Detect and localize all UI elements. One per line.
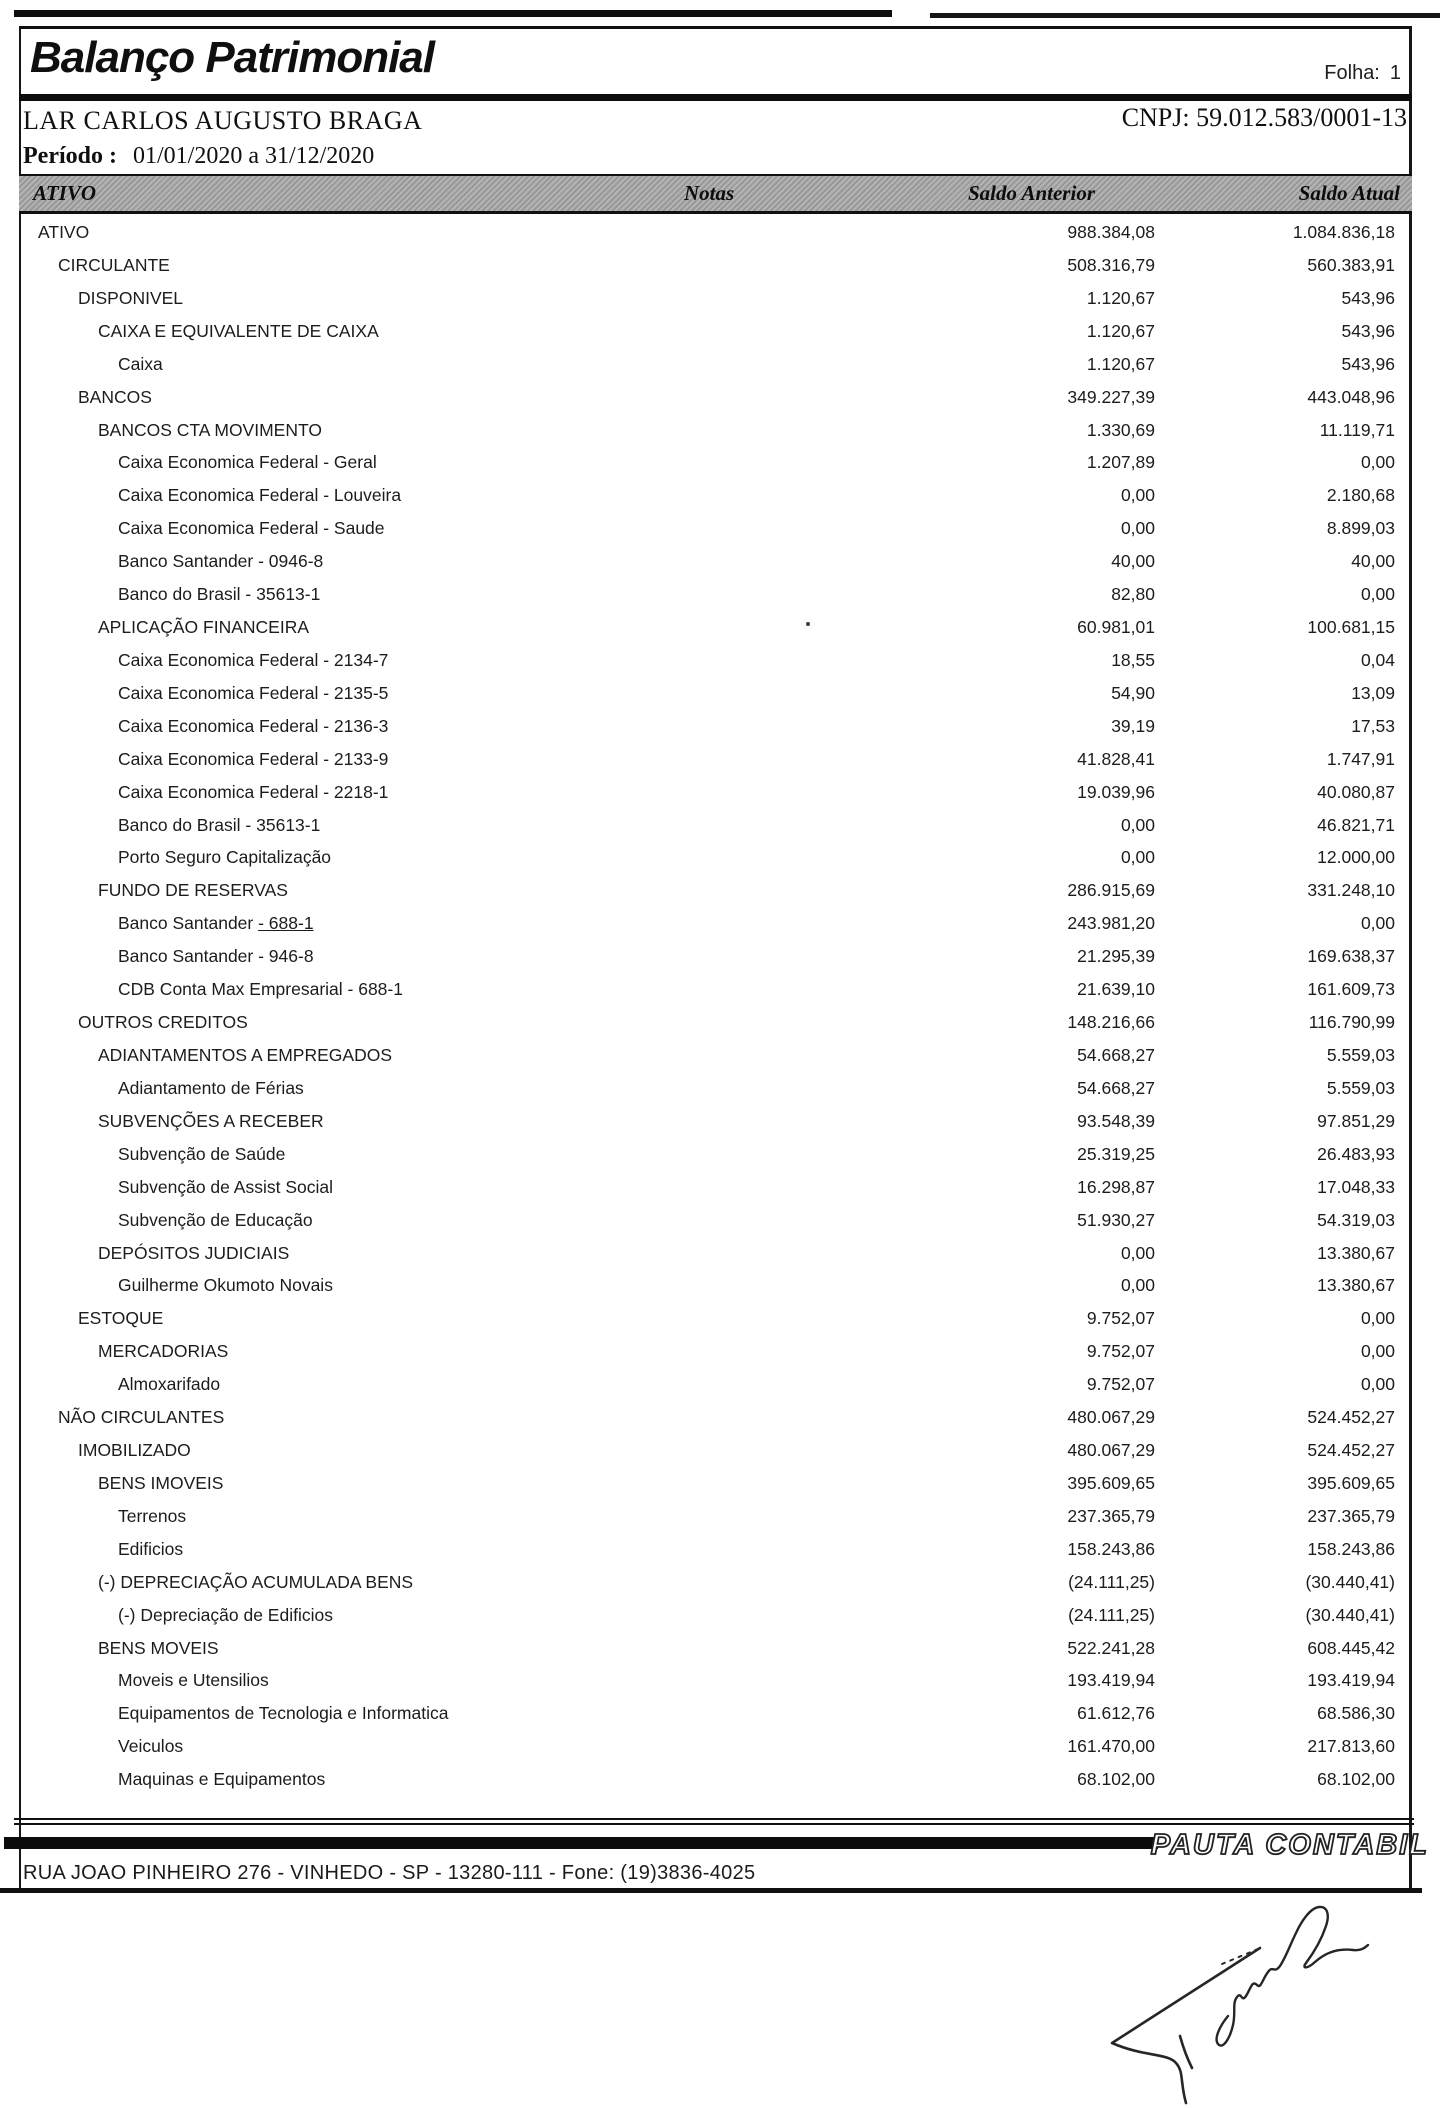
table-rows [19,216,1412,1806]
row-label: CIRCULANTE [58,255,170,275]
row-label: Subvenção de Assist Social [118,1177,333,1197]
period-row [23,143,374,170]
saldo-anterior-value: 16.298,87 [1077,1177,1155,1197]
row-label: Subvenção de Educação [118,1210,313,1230]
row-label: Banco do Brasil - 35613-1 [118,584,321,604]
table-row [19,315,1412,348]
row-label: ADIANTAMENTOS A EMPREGADOS [98,1045,392,1065]
saldo-anterior-value: 0,00 [1120,847,1155,867]
row-label: Caixa Economica Federal - 2218-1 [118,782,389,802]
saldo-atual-value: 1.747,91 [1326,749,1395,769]
table-row [19,282,1412,315]
saldo-anterior-value: 9.752,07 [1086,1374,1155,1394]
sheet-number-value: 1 [1389,62,1401,84]
row-label: Moveis e Utensilios [118,1670,269,1690]
table-row [19,1434,1412,1467]
table-row [19,1664,1412,1697]
saldo-anterior-value: 508.316,79 [1067,255,1155,275]
saldo-atual-value: 608.445,42 [1307,1638,1395,1658]
column-header-saldo-atual: Saldo Atual [1298,181,1400,205]
saldo-atual-value: 13,09 [1351,683,1395,703]
table-row [19,1401,1412,1434]
row-label: BENS MOVEIS [98,1638,219,1658]
saldo-anterior-value: 0,00 [1120,485,1155,505]
saldo-anterior-value: 9.752,07 [1086,1341,1155,1361]
row-label: OUTROS CREDITOS [78,1012,248,1032]
saldo-atual-value: (30.440,41) [1305,1605,1395,1625]
row-label: Caixa Economica Federal - 2134-7 [118,650,389,670]
row-label: FUNDO DE RESERVAS [98,880,288,900]
row-label: Subvenção de Saúde [118,1144,286,1164]
saldo-anterior-value: 286.915,69 [1067,880,1155,900]
row-label: BANCOS [78,387,152,407]
table-row [19,479,1412,512]
sheet-number [1324,62,1401,85]
row-label: Banco Santander - 688-1 [118,913,314,933]
saldo-anterior-value: (24.111,25) [1068,1572,1155,1592]
table-row [19,644,1412,677]
saldo-atual-value: 17,53 [1351,716,1395,736]
saldo-atual-value: 17.048,33 [1317,1177,1395,1197]
saldo-atual-value: 0,00 [1360,1341,1395,1361]
saldo-atual-value: 0,00 [1360,913,1395,933]
table-row [19,1105,1412,1138]
saldo-anterior-value: 9.752,07 [1086,1308,1155,1328]
table-row [19,545,1412,578]
table-row [19,710,1412,743]
table-row [19,1500,1412,1533]
saldo-atual-value: 5.559,03 [1326,1078,1395,1098]
page-title: Balanço Patrimonial [30,33,435,82]
saldo-atual-value: 560.383,91 [1307,255,1395,275]
saldo-anterior-value: 39,19 [1111,716,1155,736]
table-bottom-rule [14,1818,1414,1820]
saldo-atual-value: 0,00 [1360,452,1395,472]
footer-thick-bar [4,1837,1158,1849]
table-row [19,1006,1412,1039]
table-row [19,1533,1412,1566]
table-row [19,1697,1412,1730]
saldo-atual-value: 100.681,15 [1307,617,1395,637]
table-row [19,1763,1412,1796]
table-row [19,907,1412,940]
saldo-atual-value: 331.248,10 [1307,880,1395,900]
row-label: Banco do Brasil - 35613-1 [118,815,321,835]
row-label: ATIVO [38,222,90,242]
row-label: Caixa Economica Federal - Louveira [118,485,402,505]
saldo-atual-value: 543,96 [1341,288,1395,308]
saldo-anterior-value: 0,00 [1120,815,1155,835]
saldo-atual-value: 97.851,29 [1317,1111,1395,1131]
saldo-atual-value: 26.483,93 [1317,1144,1395,1164]
row-label: Caixa Economica Federal - Geral [118,452,377,472]
row-label: IMOBILIZADO [78,1440,191,1460]
saldo-atual-value: 237.365,79 [1307,1506,1395,1526]
company-cnpj: CNPJ: 59.012.583/0001-13 [1121,103,1407,132]
saldo-atual-value: 11.119,71 [1319,420,1395,440]
row-label: SUBVENÇÕES A RECEBER [98,1111,324,1131]
saldo-anterior-value: 0,00 [1120,518,1155,538]
table-row [19,1368,1412,1401]
row-label: Maquinas e Equipamentos [118,1769,326,1789]
saldo-atual-value: 2.180,68 [1326,485,1395,505]
table-row [19,874,1412,907]
table-row [19,1269,1412,1302]
saldo-anterior-value: 61.612,76 [1077,1703,1155,1723]
column-header-ativo: ATIVO [33,181,97,205]
saldo-anterior-value: 480.067,29 [1067,1440,1155,1460]
saldo-anterior-value: 1.330,69 [1086,420,1155,440]
table-row [19,940,1412,973]
saldo-anterior-value: (24.111,25) [1068,1605,1155,1625]
row-label: BENS IMOVEIS [98,1473,224,1493]
saldo-atual-value: 0,00 [1360,1374,1395,1394]
table-row [19,1335,1412,1368]
table-row [19,578,1412,611]
saldo-atual-value: 193.419,94 [1307,1670,1395,1690]
row-label: Almoxarifado [118,1374,221,1394]
table-row [19,216,1412,249]
saldo-anterior-value: 1.120,67 [1086,354,1155,374]
row-label: DISPONIVEL [78,288,184,308]
saldo-anterior-value: 395.609,65 [1067,1473,1155,1493]
saldo-atual-value: 524.452,27 [1307,1440,1395,1460]
saldo-anterior-value: 54.668,27 [1077,1045,1155,1065]
saldo-anterior-value: 243.981,20 [1067,913,1155,933]
row-label: (-) DEPRECIAÇÃO ACUMULADA BENS [98,1572,414,1592]
title-box-bottom-border [19,94,1412,101]
column-header-saldo-anterior: Saldo Anterior [967,181,1095,205]
saldo-anterior-value: 40,00 [1111,551,1155,571]
saldo-atual-value: 0,04 [1360,650,1395,670]
row-label: Veiculos [118,1736,184,1756]
saldo-anterior-value: 41.828,41 [1077,749,1155,769]
row-label: NÃO CIRCULANTES [58,1407,225,1427]
saldo-anterior-value: 60.981,01 [1077,617,1155,637]
table-row [19,1072,1412,1105]
saldo-anterior-value: 51.930,27 [1077,1210,1155,1230]
title-box-top-border [19,26,1412,29]
table-row [19,1632,1412,1665]
saldo-atual-value: 13.380,67 [1317,1243,1395,1263]
saldo-atual-value: 395.609,65 [1307,1473,1395,1493]
saldo-anterior-value: 68.102,00 [1077,1769,1155,1789]
saldo-anterior-value: 349.227,39 [1067,387,1155,407]
saldo-anterior-value: 93.548,39 [1077,1111,1155,1131]
row-label: APLICAÇÃO FINANCEIRA [98,617,310,637]
saldo-anterior-value: 237.365,79 [1067,1506,1155,1526]
scan-artifact-line [930,13,1440,18]
saldo-atual-value: 8.899,03 [1326,518,1395,538]
scan-artifact-line [14,10,892,17]
table-row [19,1302,1412,1335]
accounting-firm-logo: PAUTA CONTABIL [1150,1829,1429,1861]
saldo-atual-value: 40,00 [1351,551,1395,571]
saldo-anterior-value: 25.319,25 [1077,1144,1155,1164]
table-bottom-rule [14,1823,1414,1825]
row-label: Caixa Economica Federal - Saude [118,518,385,538]
saldo-atual-value: 217.813,60 [1307,1736,1395,1756]
saldo-anterior-value: 148.216,66 [1067,1012,1155,1032]
table-row [19,1039,1412,1072]
table-row [19,973,1412,1006]
company-name: LAR CARLOS AUGUSTO BRAGA [23,106,423,135]
table-row [19,414,1412,447]
saldo-atual-value: 543,96 [1341,354,1395,374]
saldo-anterior-value: 0,00 [1120,1275,1155,1295]
saldo-atual-value: 524.452,27 [1307,1407,1395,1427]
saldo-atual-value: 12.000,00 [1317,847,1395,867]
row-label: Edificios [118,1539,184,1559]
saldo-anterior-value: 1.120,67 [1086,321,1155,341]
table-row [19,1138,1412,1171]
row-label: Adiantamento de Férias [118,1078,304,1098]
saldo-atual-value: 68.102,00 [1317,1769,1395,1789]
saldo-anterior-value: 161.470,00 [1067,1736,1155,1756]
saldo-atual-value: 0,00 [1360,1308,1395,1328]
table-row [19,1171,1412,1204]
saldo-anterior-value: 19.039,96 [1077,782,1155,802]
table-row [19,381,1412,414]
table-row [19,512,1412,545]
row-label: Banco Santander - 946-8 [118,946,314,966]
saldo-atual-value: 5.559,03 [1326,1045,1395,1065]
saldo-anterior-value: 21.295,39 [1077,946,1155,966]
row-label: Caixa Economica Federal - 2133-9 [118,749,389,769]
table-row [19,1730,1412,1763]
table-row [19,677,1412,710]
saldo-atual-value: 1.084.836,18 [1292,222,1395,242]
saldo-anterior-value: 0,00 [1120,1243,1155,1263]
table-row [19,809,1412,842]
saldo-anterior-value: 1.207,89 [1086,452,1155,472]
column-header-notas: Notas [684,181,735,205]
row-label-underlined-part: - 688-1 [258,913,314,933]
table-column-header [19,174,1412,214]
saldo-atual-value: 443.048,96 [1307,387,1395,407]
saldo-atual-value: 13.380,67 [1317,1275,1395,1295]
saldo-anterior-value: 988.384,08 [1067,222,1155,242]
row-label: Banco Santander - 0946-8 [118,551,324,571]
saldo-anterior-value: 522.241,28 [1067,1638,1155,1658]
table-row [19,1204,1412,1237]
saldo-atual-value: 116.790,99 [1308,1012,1395,1032]
row-label: Guilherme Okumoto Novais [118,1275,333,1295]
saldo-atual-value: 158.243,86 [1307,1539,1395,1559]
saldo-anterior-value: 158.243,86 [1067,1539,1155,1559]
saldo-atual-value: 0,00 [1360,584,1395,604]
saldo-anterior-value: 21.639,10 [1077,979,1155,999]
row-label: Porto Seguro Capitalização [118,847,332,867]
table-row [19,611,1412,644]
row-label: Equipamentos de Tecnologia e Informatica [118,1703,449,1723]
period-label: Período : [23,143,117,169]
table-row [19,743,1412,776]
row-label: Caixa Economica Federal - 2135-5 [118,683,389,703]
saldo-atual-value: 543,96 [1341,321,1395,341]
table-row [19,249,1412,282]
saldo-anterior-value: 54,90 [1111,683,1155,703]
saldo-anterior-value: 193.419,94 [1067,1670,1155,1690]
row-label: BANCOS CTA MOVIMENTO [98,420,322,440]
row-label: CAIXA E EQUIVALENTE DE CAIXA [98,321,379,341]
row-label: (-) Depreciação de Edificios [118,1605,333,1625]
table-row [19,841,1412,874]
saldo-atual-value: 46.821,71 [1317,815,1395,835]
handwritten-signature [1072,1900,1416,2108]
saldo-atual-value: (30.440,41) [1305,1572,1395,1592]
row-label: DEPÓSITOS JUDICIAIS [98,1243,290,1263]
footer-bottom-rule [0,1888,1422,1893]
saldo-atual-value: 161.609,73 [1307,979,1395,999]
row-label: ESTOQUE [78,1308,164,1328]
table-row [19,446,1412,479]
period-value: 01/01/2020 a 31/12/2020 [132,143,375,169]
sheet-number-label: Folha: [1324,62,1380,84]
row-label: MERCADORIAS [98,1341,229,1361]
saldo-atual-value: 40.080,87 [1317,782,1395,802]
row-label: CDB Conta Max Empresarial - 688-1 [118,979,403,999]
saldo-anterior-value: 480.067,29 [1067,1407,1155,1427]
row-label: Caixa [118,354,163,374]
saldo-atual-value: 68.586,30 [1317,1703,1395,1723]
row-label: Caixa Economica Federal - 2136-3 [118,716,389,736]
table-row [19,776,1412,809]
saldo-atual-value: 54.319,03 [1317,1210,1395,1230]
saldo-anterior-value: 18,55 [1111,650,1155,670]
saldo-anterior-value: 54.668,27 [1077,1078,1155,1098]
table-row [19,348,1412,381]
table-row [19,1237,1412,1270]
saldo-atual-value: 169.638,37 [1307,946,1395,966]
table-row [19,1566,1412,1599]
table-row [19,1467,1412,1500]
footer-address: RUA JOAO PINHEIRO 276 - VINHEDO - SP - 13280-111 - Fone: (19)3836-4025 [23,1862,756,1884]
table-row [19,1599,1412,1632]
row-label: Terrenos [118,1506,187,1526]
saldo-anterior-value: 1.120,67 [1086,288,1155,308]
saldo-anterior-value: 82,80 [1111,584,1155,604]
